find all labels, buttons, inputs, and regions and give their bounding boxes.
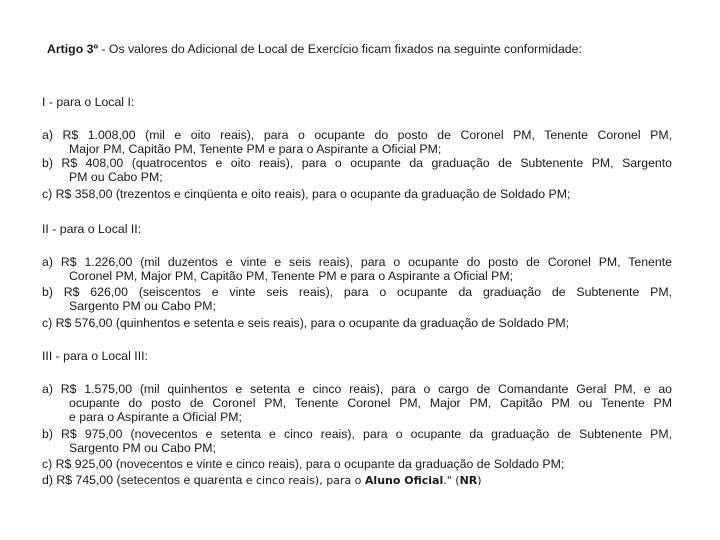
- local-1-item-c: c) R$ 358,00 (trezentos e cinqüenta e oito reais), para o ocupante da graduação de Soldado PM;: [42, 187, 571, 201]
- local-3-item-d-tail: [246, 474, 482, 487]
- local-2-item-c: c) R$ 576,00 (quinhentos e setenta e seis reais), para o ocupante da graduação de Soldado PM;: [42, 316, 570, 330]
- article-heading: [47, 42, 677, 56]
- local-2-item-b-line-1: b) R$ 626,00 (seiscentos e vinte seis reais), para o ocupante da graduação de Subtenente PM,: [42, 285, 672, 299]
- local-3-item-d: [42, 473, 672, 488]
- local-3-item-a-line-2: ocupante do posto de Coronel PM, Tenente Coronel PM, Major PM, Capitão PM ou Tenente PM: [69, 396, 672, 410]
- local-2-item-b-line-2: Sargento PM ou Cabo PM;: [69, 299, 216, 313]
- local-3-item-b-line-1: b) R$ 975,00 (novecentos e setenta e cinco reais), para o ocupante da graduação de Subtenente PM,: [42, 427, 672, 441]
- local-3-item-d-text: d) R$ 745,00 (setecentos e quarenta: [42, 473, 246, 487]
- tail-nr: NR: [459, 474, 478, 487]
- local-3-item-c: c) R$ 925,00 (novecentos e vinte e cinco reais), para o ocupante da graduação de Soldado PM;: [42, 457, 565, 471]
- tail-aluno-oficial: Aluno Oficial: [364, 474, 444, 487]
- local-3-item-a-line-1: a) R$ 1.575,00 (mil quinhentos e setenta e cinco reais), para o cargo de Comandante Geral PM, e ao: [42, 382, 672, 396]
- local-3-item-b-line-2: Sargento PM ou Cabo PM;: [69, 441, 216, 455]
- local-1-item-a-line-1: a) R$ 1.008,00 (mil e oito reais), para o ocupante do posto de Coronel PM, Tenente Coronel PM,: [42, 128, 672, 142]
- tail-text-b: ." (: [443, 474, 460, 487]
- local-2-item-a-line-2: Coronel PM, Major PM, Capitão PM, Tenente PM e para o Aspirante a Oficial PM;: [69, 269, 514, 283]
- local-2-item-a-line-1: a) R$ 1.226,00 (mil duzentos e vinte e seis reais), para o ocupante do posto de Coronel PM, Tenente: [42, 255, 672, 269]
- local-1-item-a-line-2: Major PM, Capitão PM, Tenente PM e para o Aspirante a Oficial PM;: [69, 142, 442, 156]
- local-3-item-a-line-3: e para o Aspirante a Oficial PM;: [69, 410, 242, 424]
- local-1-item-b-line-1: b) R$ 408,00 (quatrocentos e oito reais), para o ocupante da graduação de Subtenente PM, Sargento: [42, 156, 672, 170]
- section-heading-local-2: II - para o Local II:: [42, 222, 142, 236]
- section-heading-local-3: III - para o Local III:: [42, 349, 148, 363]
- article-label: Artigo 3º: [47, 42, 98, 56]
- article-text: - Os valores do Adicional de Local de Exercício ficam fixados na seguinte conformidade:: [97, 42, 582, 56]
- tail-text-a: e cinco reais), para o: [245, 474, 365, 487]
- section-heading-local-1: I - para o Local I:: [42, 95, 135, 109]
- local-1-item-b-line-2: PM ou Cabo PM;: [69, 170, 163, 184]
- tail-text-c: ): [477, 474, 482, 487]
